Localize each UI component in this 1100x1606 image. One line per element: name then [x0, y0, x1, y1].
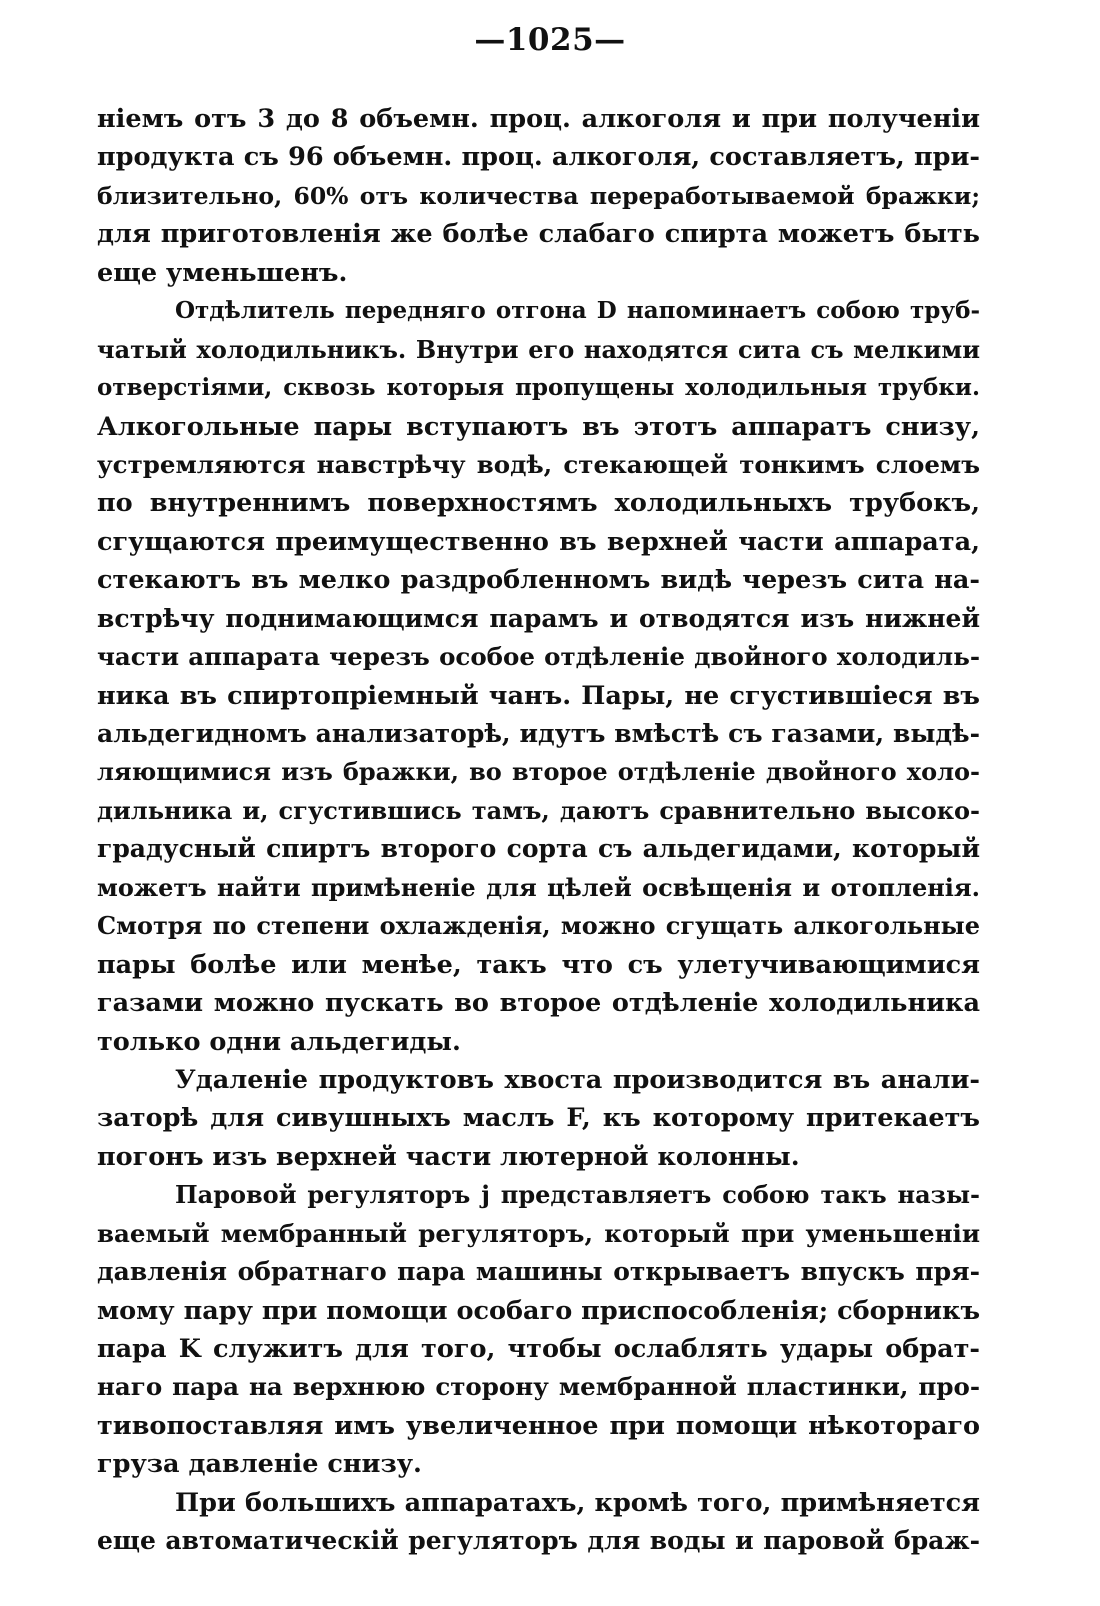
text-line: близительно, 60% отъ количества переработываемой бражки;	[97, 181, 980, 210]
text-line: стекаютъ въ мелко раздробленномъ видѣ черезъ сита на-	[97, 565, 980, 596]
text-line: сгущаются преимущественно въ верхней части аппарата,	[97, 526, 980, 557]
text-line: заторѣ для сивушныхъ маслъ F, къ которому притекаетъ	[97, 1103, 980, 1134]
text-line: газами можно пускать во второе отдѣленіе холодильника	[97, 988, 980, 1019]
text-line: Отдѣлитель передняго отгона D напоминаетъ собою труб-	[175, 297, 980, 325]
text-line: чатый холодильникъ. Внутри его находятся сита съ мелкими	[97, 334, 980, 364]
text-line: груза давленіе снизу.	[97, 1449, 422, 1480]
text-line: ляющимися изъ бражки, во второе отдѣленіе двойного холо-	[97, 757, 980, 787]
page-number: —1025—	[474, 22, 626, 58]
text-line: для приготовленія же болѣе слабаго спирта можетъ быть	[97, 219, 980, 250]
text-line: Удаленіе продуктовъ хвоста производится въ анали-	[175, 1064, 980, 1095]
text-line: альдегидномъ анализаторѣ, идутъ вмѣстѣ съ газами, выдѣ-	[97, 719, 980, 748]
text-line: ніемъ отъ 3 до 8 объемн. проц. алкоголя и при полученіи	[97, 104, 980, 134]
text-line: устремляются навстрѣчу водѣ, стекающей тонкимъ слоемъ	[97, 449, 980, 479]
text-line: по внутреннимъ поверхностямъ холодильныхъ трубокъ,	[97, 488, 980, 519]
text-line: Паровой регуляторъ j представляетъ собою такъ назы-	[175, 1180, 980, 1210]
text-line: При большихъ аппаратахъ, кромѣ того, примѣняется	[175, 1487, 980, 1518]
text-line: пара K служитъ для того, чтобы ослаблять удары обрат-	[97, 1334, 980, 1364]
text-line: тивопоставляя имъ увеличенное при помощи нѣкотораго	[97, 1410, 980, 1441]
text-line: можетъ найти примѣненіе для цѣлей освѣщенія и отопленія.	[97, 872, 980, 902]
text-line: дильника и, сгустившись тамъ, даютъ сравнительно высоко-	[97, 795, 980, 825]
text-line: Смотря по степени охлажденія, можно сгущать алкогольные	[97, 911, 980, 941]
body-text	[97, 100, 980, 1561]
text-line: погонъ изъ верхней части лютерной колонны.	[97, 1141, 800, 1172]
text-line: градусный спиртъ второго сорта съ альдегидами, который	[97, 834, 980, 864]
text-line: еще уменьшенъ.	[97, 257, 348, 288]
text-line: ваемый мембранный регуляторъ, который при уменьшеніи	[97, 1218, 980, 1248]
text-line: мому пару при помощи особаго приспособленія; сборникъ	[97, 1295, 980, 1326]
text-line: части аппарата черезъ особое отдѣленіе двойного холодиль-	[97, 642, 980, 672]
text-line: встрѣчу поднимающимся парамъ и отводятся изъ нижней	[97, 603, 980, 633]
text-line: давленія обратнаго пара машины открываетъ впускъ пря-	[97, 1257, 980, 1287]
text-line: продукта съ 96 объемн. проц. алкоголя, составляетъ, при-	[97, 142, 980, 173]
text-line: только одни альдегиды.	[97, 1026, 461, 1057]
text-line: еще автоматическій регуляторъ для воды и паровой браж-	[97, 1526, 980, 1556]
text-line: Алкогольные пары вступаютъ въ этотъ аппаратъ снизу,	[97, 411, 980, 442]
text-line: ника въ спиртопріемный чанъ. Пары, не сгустившіеся въ	[97, 680, 980, 711]
text-line: пары болѣе или менѣе, такъ что съ улетучивающимися	[97, 949, 980, 980]
text-line: отверстіями, сквозь которыя пропущены холодильныя трубки.	[97, 374, 980, 402]
text-line: наго пара на верхнюю сторону мембранной пластинки, про-	[97, 1372, 980, 1402]
